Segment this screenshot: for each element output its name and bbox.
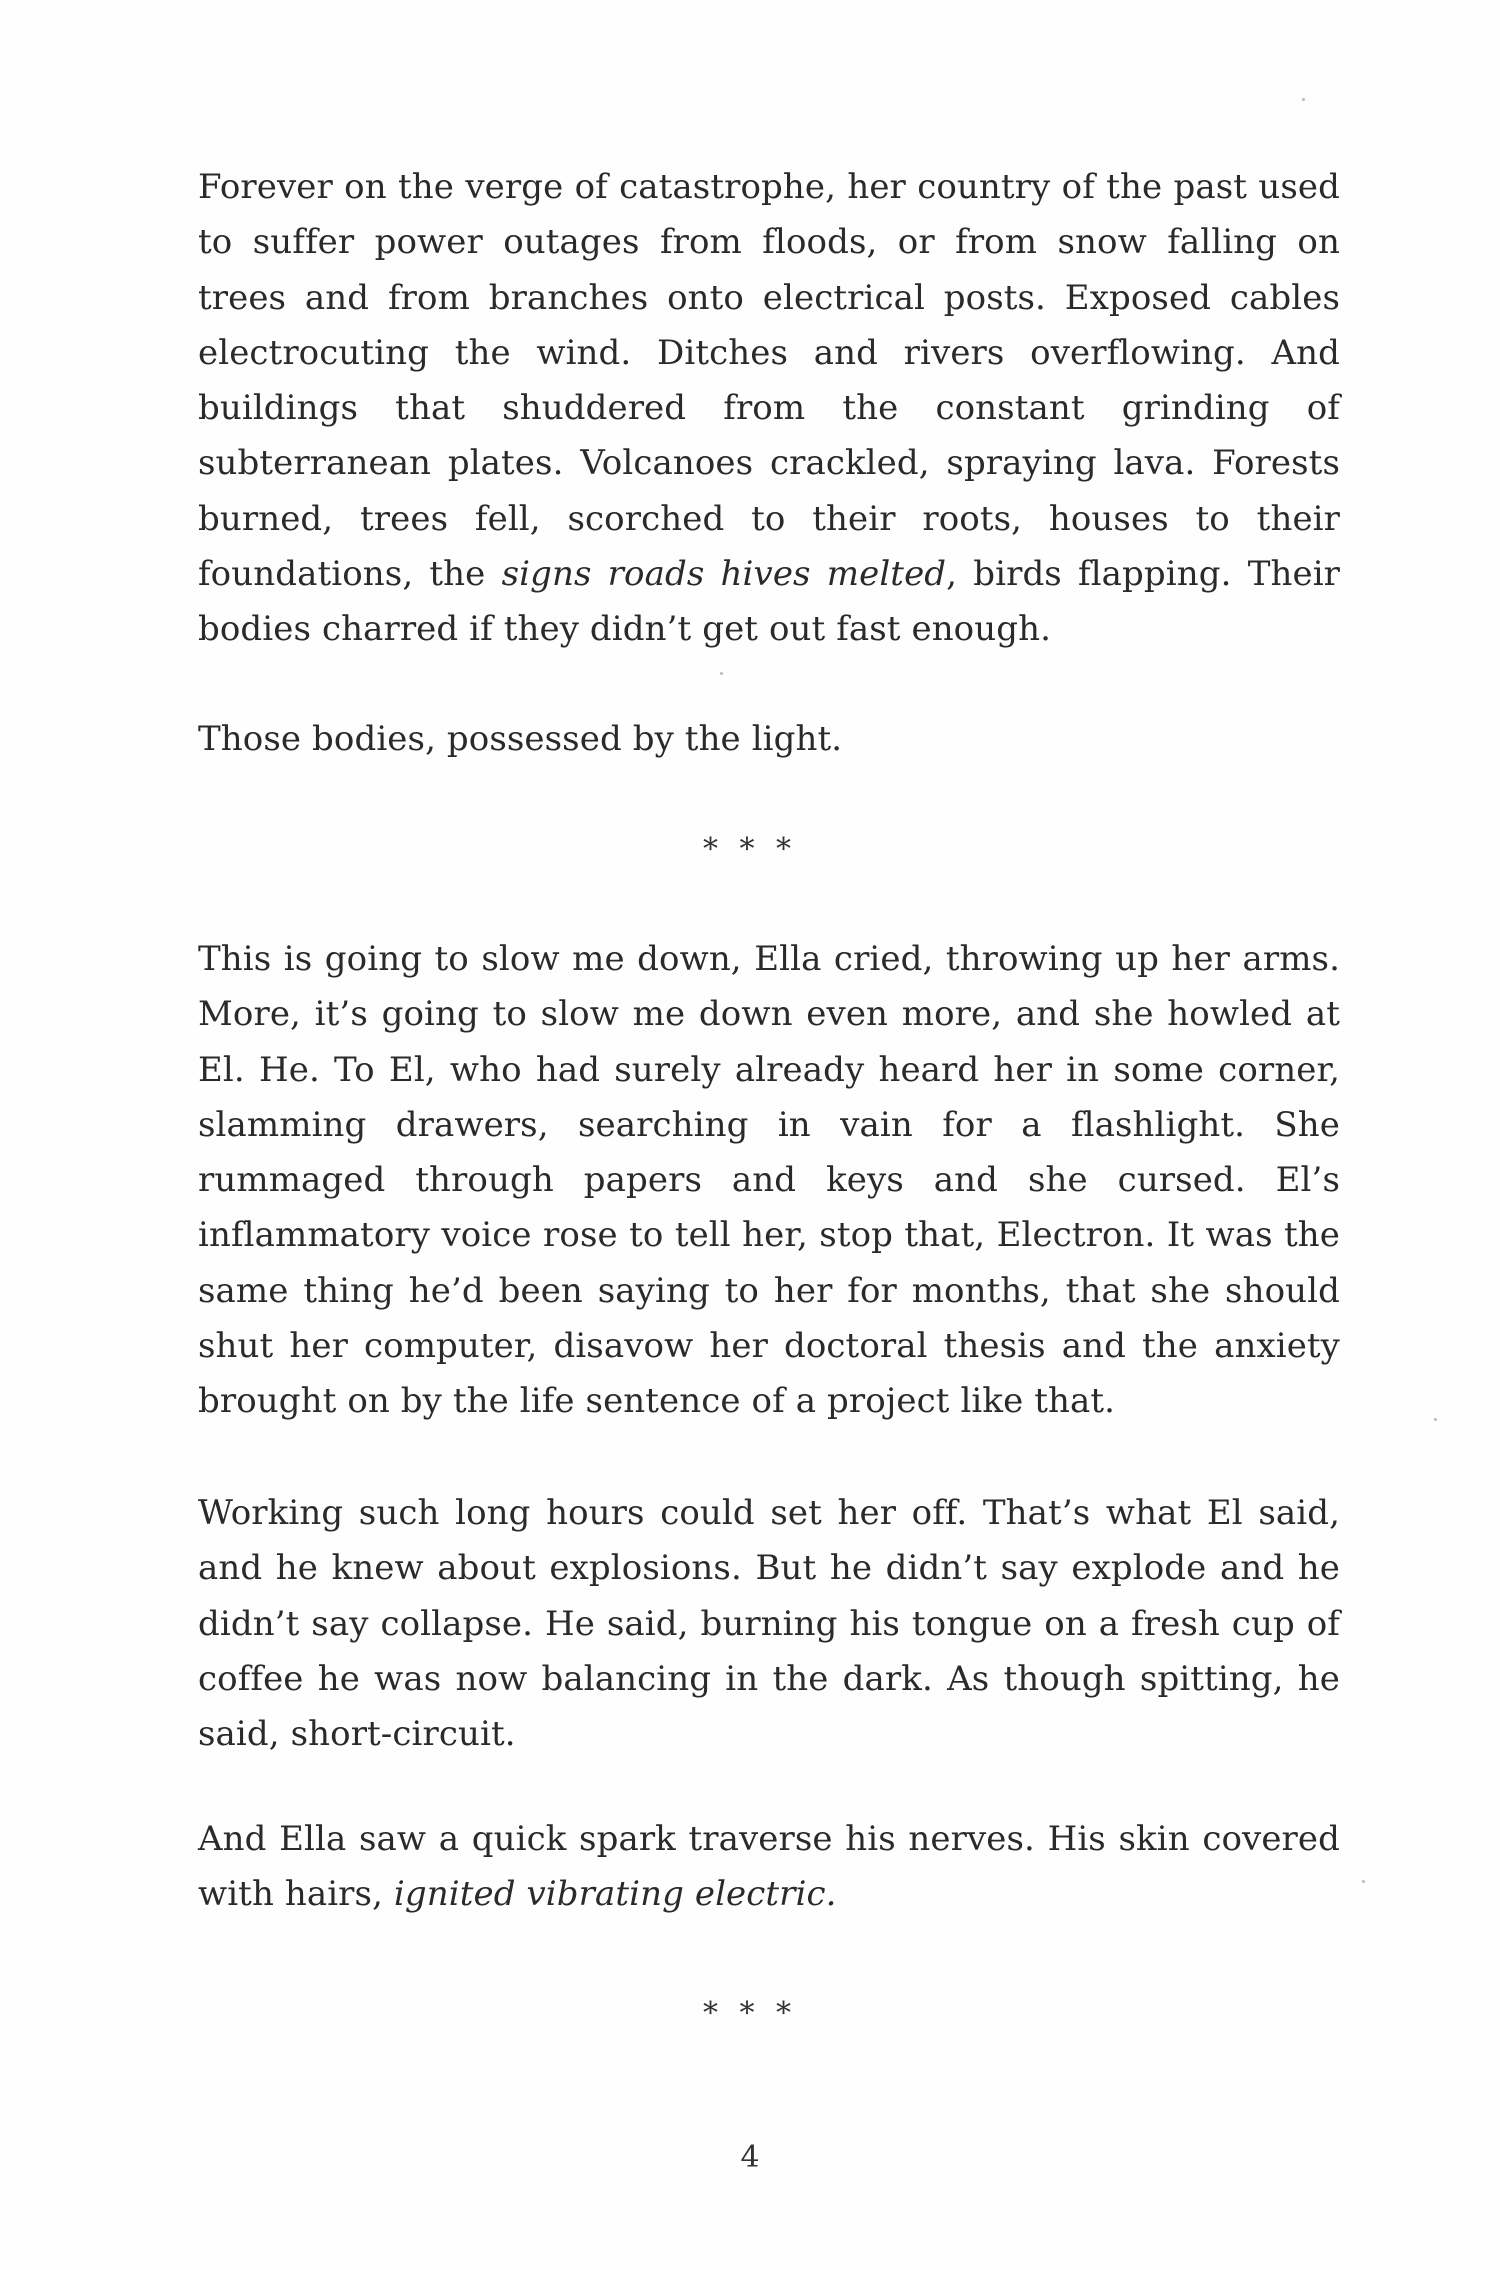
paragraph-5-italic: ignited vibrating electric. (393, 1874, 837, 1915)
paper-speck (720, 672, 723, 675)
paragraph-3 (198, 932, 1340, 1430)
paragraph-1-text-end: , birds flapping. Their bodies charred if they didn’t get out fast enough. (198, 554, 1341, 650)
paragraph-5 (198, 1812, 1340, 1923)
paragraph-1-italic: signs roads hives melted (501, 554, 947, 595)
paragraph-5-text: And Ella saw a quick spark traverse his nerves. His skin covered with hairs, (198, 1819, 1340, 1915)
paragraph-3-text: This is going to slow me down, Ella cried, throwing up her arms. More, it’s going to slow me down even more, and she howled at El. He. To El, who had surely already heard her in some corner, slamming drawers, searching in vain for a flashlight. She rummaged through papers and keys and she cursed. El’s inflammatory voice rose to tell her, stop that, Electron. It was the same thing he’d been saying to her for months, that she should shut her computer, disavow her doctoral thesis and the anxiety brought on by the life sentence of a project like that. (198, 939, 1340, 1422)
paragraph-1 (198, 160, 1340, 658)
section-separator-end: * * * (702, 1996, 798, 2031)
section-separator: * * * (702, 832, 798, 867)
paragraph-4 (198, 1486, 1340, 1762)
paper-speck (1434, 1418, 1437, 1421)
paragraph-2 (198, 712, 1340, 767)
paragraph-2-text: Those bodies, possessed by the light. (198, 719, 843, 759)
paper-speck (1302, 98, 1305, 101)
paragraph-4-text: Working such long hours could set her off. That’s what El said, and he knew about explosions. But he didn’t say explode and he didn’t say collapse. He said, burning his tongue on a fresh cup of coffee he was now balancing in the dark. As though spitting, he said, short-circuit. (198, 1493, 1340, 1755)
paper-speck (1362, 1880, 1365, 1883)
paragraph-1-text: Forever on the verge of catastrophe, her country of the past used to suffer power outages from floods, or from snow falling on trees and from branches onto electrical posts. Exposed cables electrocuting the wind. Ditches and rivers overflowing. And buildings that shuddered from the constant grinding of subterranean plates. Volcanoes crackled, spraying lava. Forests burned, trees fell, scorched to their roots, houses to their foundations, the (198, 167, 1340, 595)
page-number: 4 (740, 2140, 760, 2175)
